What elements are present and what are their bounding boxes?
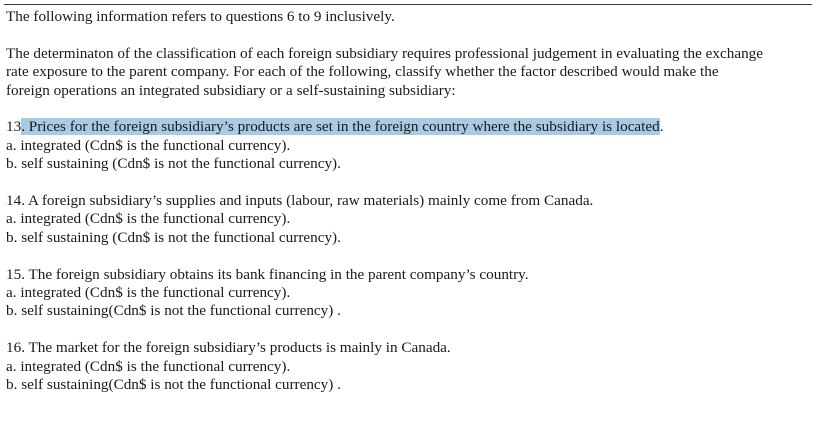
- question-13-number: 13: [6, 118, 22, 136]
- question-15-stem: [6, 266, 816, 284]
- question-13-option-b: b. self sustaining (Cdn$ is not the functional currency).: [6, 155, 341, 173]
- question-14-number: 14: [6, 192, 22, 210]
- question-13-stem[interactable]: [6, 118, 816, 136]
- question-13: [6, 118, 816, 173]
- question-13-stem-end: .: [659, 118, 664, 136]
- section-header: [6, 8, 816, 26]
- top-divider: [4, 4, 812, 5]
- question-15-stem-text: . The foreign subsidiary obtains its bank financing in the parent company’s country.: [21, 265, 529, 283]
- document-content: [6, 8, 816, 394]
- question-13-option-a: a. integrated (Cdn$ is the functional currency).: [6, 136, 291, 154]
- question-14: [6, 192, 816, 247]
- instructions-paragraph: [6, 45, 816, 100]
- instructions-line-1: The determinaton of the classification of each foreign subsidiary requires professional judgement in evaluating the exchange: [6, 44, 764, 62]
- header-text: The following information refers to questions 6 to 9 inclusively.: [6, 8, 395, 25]
- question-16-option-b: b. self sustaining(Cdn$ is not the functional currency) .: [6, 376, 341, 394]
- question-14-stem-text: . A foreign subsidiary’s supplies and inputs (labour, raw materials) mainly come from Canada.: [21, 192, 594, 210]
- question-15-number: 15: [6, 265, 22, 283]
- question-15-option-b: b. self sustaining(Cdn$ is not the functional currency) .: [6, 302, 341, 320]
- question-14-option-b: b. self sustaining (Cdn$ is not the functional currency).: [6, 228, 341, 246]
- question-16-number: 16: [6, 339, 22, 357]
- question-16-stem: [6, 339, 816, 357]
- question-16-option-a: a. integrated (Cdn$ is the functional currency).: [6, 357, 291, 375]
- instructions-line-2: rate exposure to the parent company. For each of the following, classify whether the factor described would make the: [6, 63, 719, 81]
- question-15-option-a: a. integrated (Cdn$ is the functional currency).: [6, 284, 291, 302]
- selected-text-highlight[interactable]: . Prices for the foreign subsidiary’s products are set in the foreign country where the subsidiary is located: [21, 118, 660, 136]
- question-14-option-a: a. integrated (Cdn$ is the functional currency).: [6, 210, 291, 228]
- question-16-stem-text: . The market for the foreign subsidiary’s products is mainly in Canada.: [21, 339, 451, 357]
- instructions-line-3: foreign operations an integrated subsidiary or a self-sustaining subsidiary:: [6, 81, 456, 99]
- question-16: [6, 339, 816, 394]
- question-15: [6, 266, 816, 321]
- question-14-stem: [6, 192, 816, 210]
